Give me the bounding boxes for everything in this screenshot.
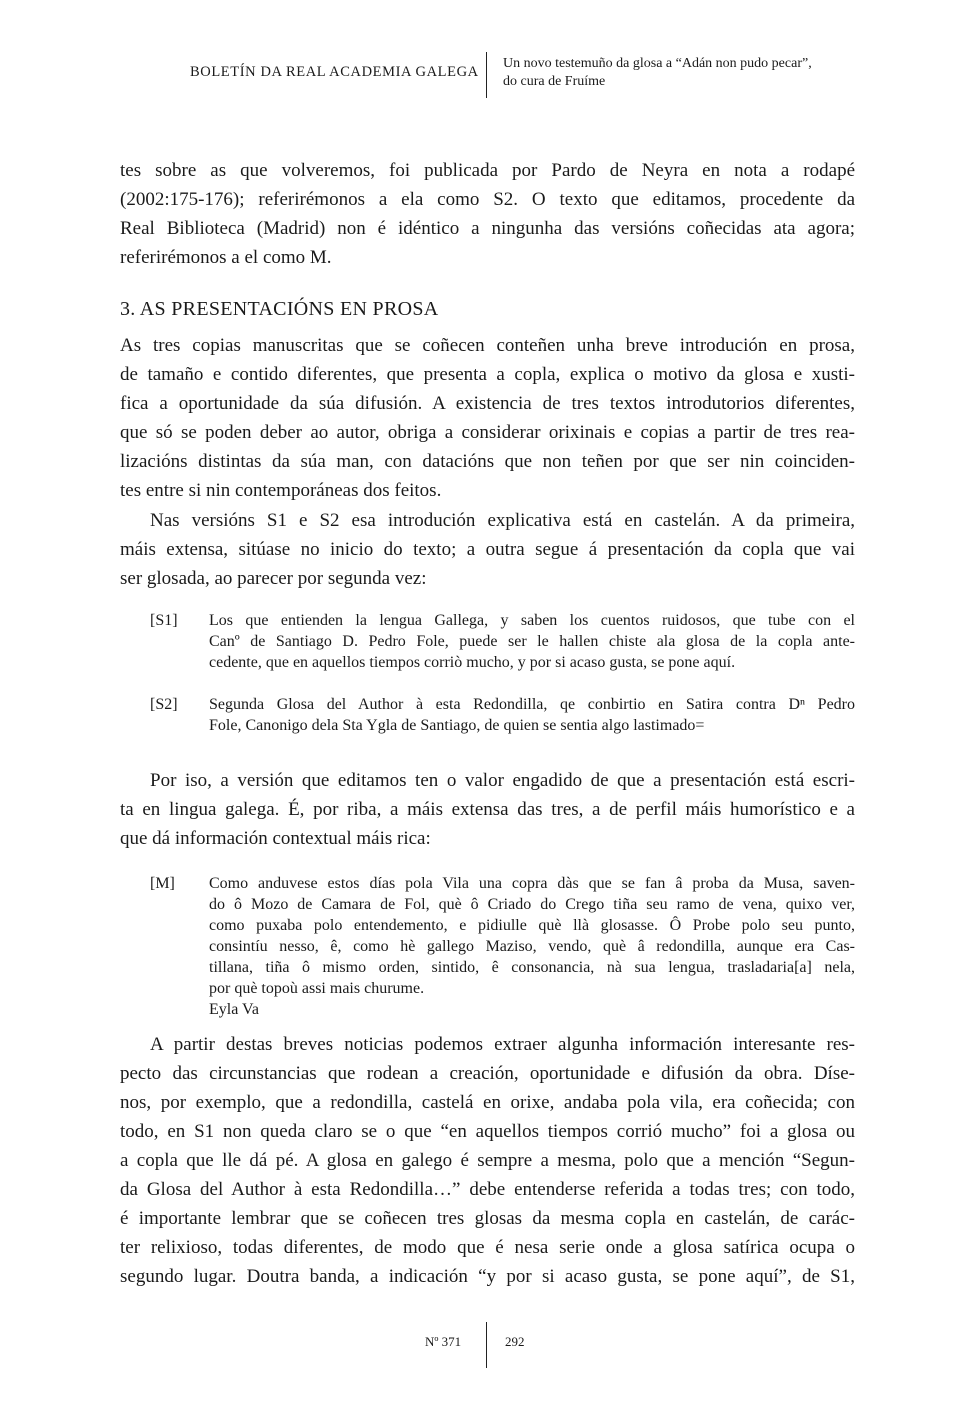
text-line: Los que entienden la lengua Gallega, y saben los cuentos ruidosos, que tube con el [209, 612, 855, 629]
section-heading: 3. AS PRESENTACIÓNS EN PROSA [120, 298, 439, 320]
paragraph-2 [120, 331, 855, 505]
quote-text [209, 694, 855, 736]
text-line: todo, en S1 non queda claro se o que “en aquellos tiempos corrió mucho” foi a glosa ou [120, 1121, 855, 1142]
text-line: por què topoù assi mais churume. [209, 980, 425, 997]
journal-name: BOLETÍN DA REAL ACADEMIA GALEGA [190, 64, 479, 80]
text-line: Fole, Canonigo dela Sta Ygla de Santiago, de quien se sentia algo lastimado= [209, 717, 705, 734]
text-line: ser glosada, ao parecer por segunda vez: [120, 568, 427, 589]
text-line: consintíu nesso, ê, como hè gallego Maziso, vendo, què â redondilla, aunque era Cas- [209, 938, 855, 955]
quote-s1 [150, 610, 855, 680]
quote-m [150, 873, 855, 1023]
paragraph-5 [120, 1030, 855, 1291]
text-line: segundo lugar. Doutra banda, a indicación “y por si acaso gusta, se pone aquí”, de S1, [120, 1266, 855, 1287]
text-line: é importante lembrar que se coñecen tres glosas da mesma copla en castelán, de carác- [120, 1208, 855, 1229]
quote-s2 [150, 694, 855, 744]
text-line: que só se poden deber ao autor, obriga a considerar orixinais e copias a partir de tres rea- [120, 422, 855, 443]
quote-tag: [S2] [150, 696, 178, 713]
text-line: Canº de Santiago D. Pedro Fole, puede ser le hallen chiste ala glosa de la copla ante- [209, 633, 855, 650]
text-line: Nas versións S1 e S2 esa introdución explicativa está en castelán. A da primeira, [150, 510, 855, 531]
text-line: Segunda Glosa del Author à esta Redondilla, qe conbirtio en Satira contra Dⁿ Pedro [209, 696, 855, 713]
text-line: ter relixioso, todas diferentes, de modo que é nesa serie onde a glosa satírica ocupa o [120, 1237, 855, 1258]
text-line: a copla que lle dá pé. A glosa en galego é sempre a mesma, polo que a mención “Segun- [120, 1150, 855, 1171]
text-line: que dá información contextual máis rica: [120, 828, 431, 849]
text-line: como puxaba polo entendemento, e pidiulle què llà glosasse. Ô Probe polo seu punto, [209, 917, 855, 934]
text-line: de tamaño e contido diferentes, que presenta a copla, explica o motivo da glosa e xusti- [120, 364, 855, 385]
page-number: 292 [505, 1334, 525, 1349]
quote-text [209, 610, 855, 673]
text-line: fica a oportunidade da súa difusión. A existencia de tres textos introdutorios diferentes, [120, 393, 855, 414]
text-line: Como anduvese estos días pola Vila una copra dàs que se fan â proba da Musa, saven- [209, 875, 855, 892]
article-title-line: do cura de Fruíme [503, 74, 606, 89]
text-line: Eyla Va [209, 1001, 259, 1018]
paragraph-3 [120, 506, 855, 593]
text-line: cedente, que en aquellos tiempos corriò mucho, y por si acaso gusta, se pone aquí. [209, 654, 736, 671]
paragraph-1 [120, 156, 855, 272]
text-line: A partir destas breves noticias podemos extraer algunha información interesante res- [150, 1034, 855, 1055]
paragraph-4 [120, 766, 855, 853]
article-title-line: Un novo testemuño da glosa a “Adán non pudo pecar”, [503, 56, 812, 71]
issue-number: Nº 371 [425, 1334, 462, 1349]
text-line: nos, por exemplo, que a redondilla, castelá en orixe, andaba pola vila, era coñecida; con [120, 1092, 855, 1113]
header-divider [486, 52, 487, 98]
quote-tag: [M] [150, 875, 175, 892]
text-line: pecto das circunstancias que rodean a creación, oportunidade e difusión da obra. Díse- [120, 1063, 855, 1084]
text-line: referirémonos a el como M. [120, 247, 332, 268]
text-line: Por iso, a versión que editamos ten o valor engadido de que a presentación está escri- [150, 770, 855, 791]
text-line: As tres copias manuscritas que se coñecen conteñen unha breve introdución en prosa, [120, 335, 855, 356]
text-line: Real Biblioteca (Madrid) non é idéntico a ningunha das versións coñecidas ata agora; [120, 218, 855, 239]
text-line: do ô Mozo de Camara de Fol, què ô Criado do Crego tiña seu ramo de vena, quixo ver, [209, 896, 855, 913]
footer-divider [486, 1322, 487, 1368]
quote-tag: [S1] [150, 612, 178, 629]
text-line: máis extensa, sitúase no inicio do texto; a outra segue á presentación da copla que vai [120, 539, 855, 560]
text-line: tillana, tiña ô mismo orden, sintido, ê consonancia, nà sua lengua, trasladaria[a] nela, [209, 959, 855, 976]
text-line: ta en lingua galega. É, por riba, a máis extensa das tres, a de perfil máis humorístico e a [120, 799, 855, 820]
text-line: da Glosa del Author à esta Redondilla…” debe entenderse referida a todas tres; con todo, [120, 1179, 855, 1200]
text-line: tes sobre as que volveremos, foi publicada por Pardo de Neyra en nota a rodapé [120, 160, 855, 181]
article-title [503, 55, 812, 91]
text-line: lizacións distintas da súa man, con datacións que non teñen por que ser nin coinciden- [120, 451, 855, 472]
quote-text [209, 873, 855, 1020]
text-line: tes entre si nin contemporáneas dos feitos. [120, 480, 442, 501]
text-line: (2002:175-176); referirémonos a ela como S2. O texto que editamos, procedente da [120, 189, 855, 210]
